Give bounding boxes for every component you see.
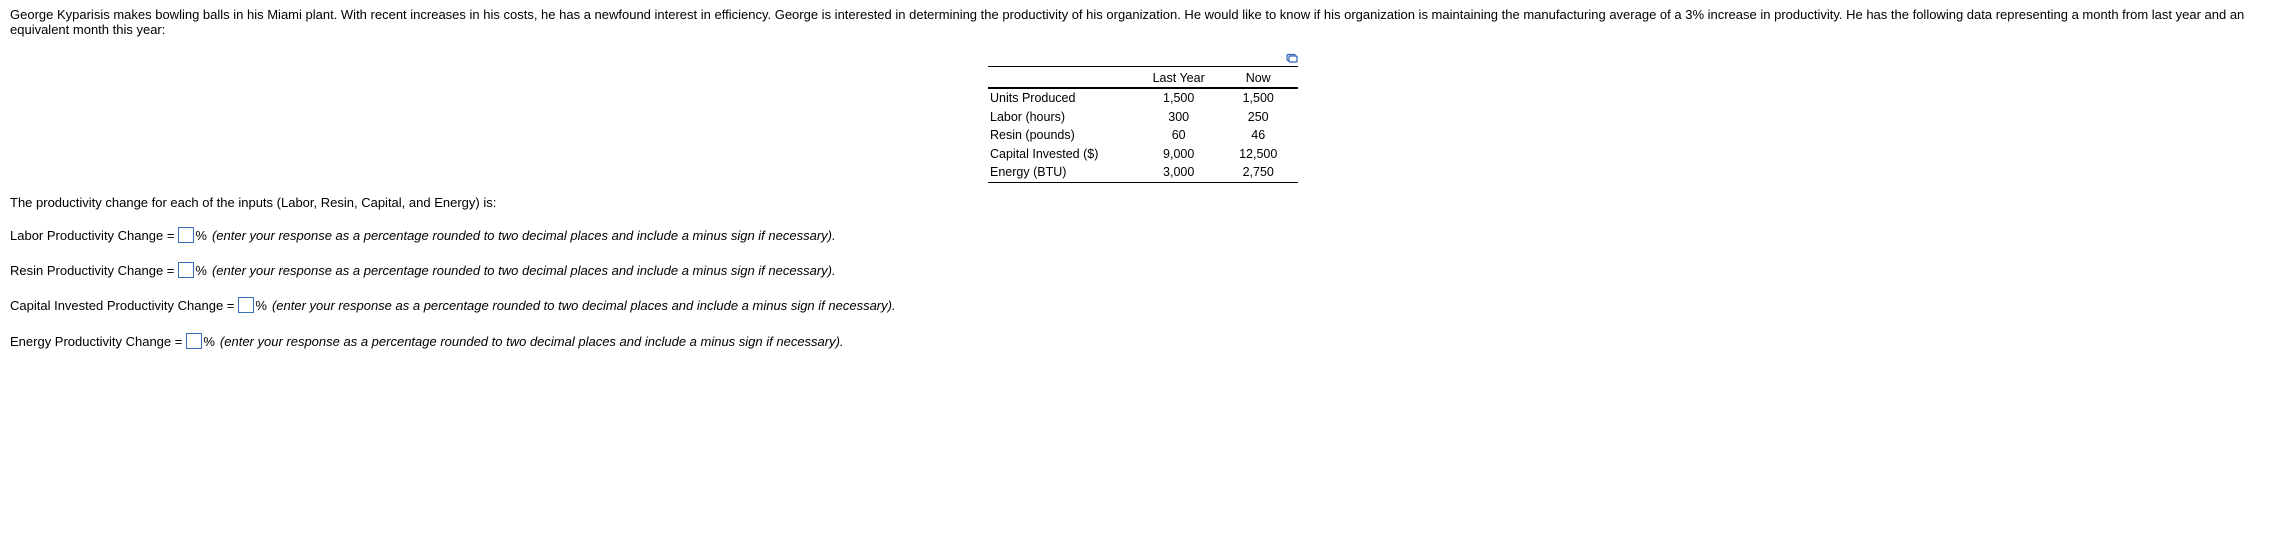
capital-label: Capital Invested Productivity Change = bbox=[10, 297, 235, 313]
row-label: Units Produced bbox=[990, 91, 1076, 106]
capital-answer-row bbox=[10, 295, 896, 315]
energy-answer-input[interactable] bbox=[186, 333, 202, 349]
table-row bbox=[988, 145, 1298, 164]
row-last-year: 60 bbox=[1171, 128, 1186, 143]
row-now: 2,750 bbox=[1218, 163, 1298, 182]
resin-answer-row bbox=[10, 260, 836, 280]
row-label: Energy (BTU) bbox=[988, 163, 1139, 182]
row-now: 250 bbox=[1247, 109, 1269, 124]
table-header-row bbox=[988, 67, 1298, 89]
problem-statement: George Kyparisis makes bowling balls in his Miami plant. With recent increases in his costs, he has a newfound interest in efficiency. George is interested in determining the productivity of his organization. He would like to know if his organization is maintaining the manufacturing average of a 3% increase in productivity. He has the following data representing a month from last year and an equivalent month this year: bbox=[10, 7, 2245, 37]
energy-answer-row bbox=[10, 331, 844, 351]
row-last-year: 9,000 bbox=[1163, 146, 1195, 161]
energy-label: Energy Productivity Change = bbox=[10, 333, 183, 349]
copy-icon[interactable] bbox=[1286, 52, 1298, 64]
row-last-year: 300 bbox=[1168, 109, 1190, 124]
row-now: 1,500 bbox=[1242, 91, 1274, 106]
labor-answer-input[interactable] bbox=[178, 227, 194, 243]
row-label: Capital Invested ($) bbox=[990, 146, 1099, 161]
row-last-year: 1,500 bbox=[1163, 91, 1195, 106]
labor-hint: (enter your response as a percentage rounded to two decimal places and include a minus sign if necessary). bbox=[211, 227, 836, 243]
table-row bbox=[988, 108, 1298, 127]
row-now: 12,500 bbox=[1239, 146, 1278, 161]
row-label: Labor (hours) bbox=[990, 109, 1066, 124]
energy-hint: (enter your response as a percentage rounded to two decimal places and include a minus sign if necessary). bbox=[219, 333, 844, 349]
table-header-blank bbox=[988, 67, 1139, 89]
row-last-year: 3,000 bbox=[1139, 163, 1218, 182]
capital-hint: (enter your response as a percentage rounded to two decimal places and include a minus sign if necessary). bbox=[271, 297, 896, 313]
resin-unit: % bbox=[195, 262, 207, 278]
capital-answer-input[interactable] bbox=[238, 297, 254, 313]
labor-answer-row bbox=[10, 225, 836, 245]
energy-unit: % bbox=[203, 333, 215, 349]
table-header-now: Now bbox=[1218, 67, 1298, 89]
labor-unit: % bbox=[195, 227, 207, 243]
capital-unit: % bbox=[255, 297, 267, 313]
data-table bbox=[988, 66, 1298, 183]
table-row bbox=[988, 88, 1298, 108]
labor-label: Labor Productivity Change = bbox=[10, 227, 175, 243]
question-text: The productivity change for each of the inputs (Labor, Resin, Capital, and Energy) is: bbox=[10, 195, 497, 210]
table-row bbox=[988, 163, 1298, 182]
table-header-last-year: Last Year bbox=[1139, 67, 1218, 89]
row-now: 46 bbox=[1251, 128, 1266, 143]
resin-label: Resin Productivity Change = bbox=[10, 262, 175, 278]
row-label: Resin (pounds) bbox=[990, 128, 1075, 143]
table-row bbox=[988, 126, 1298, 145]
resin-answer-input[interactable] bbox=[178, 262, 194, 278]
resin-hint: (enter your response as a percentage rounded to two decimal places and include a minus sign if necessary). bbox=[211, 262, 836, 278]
